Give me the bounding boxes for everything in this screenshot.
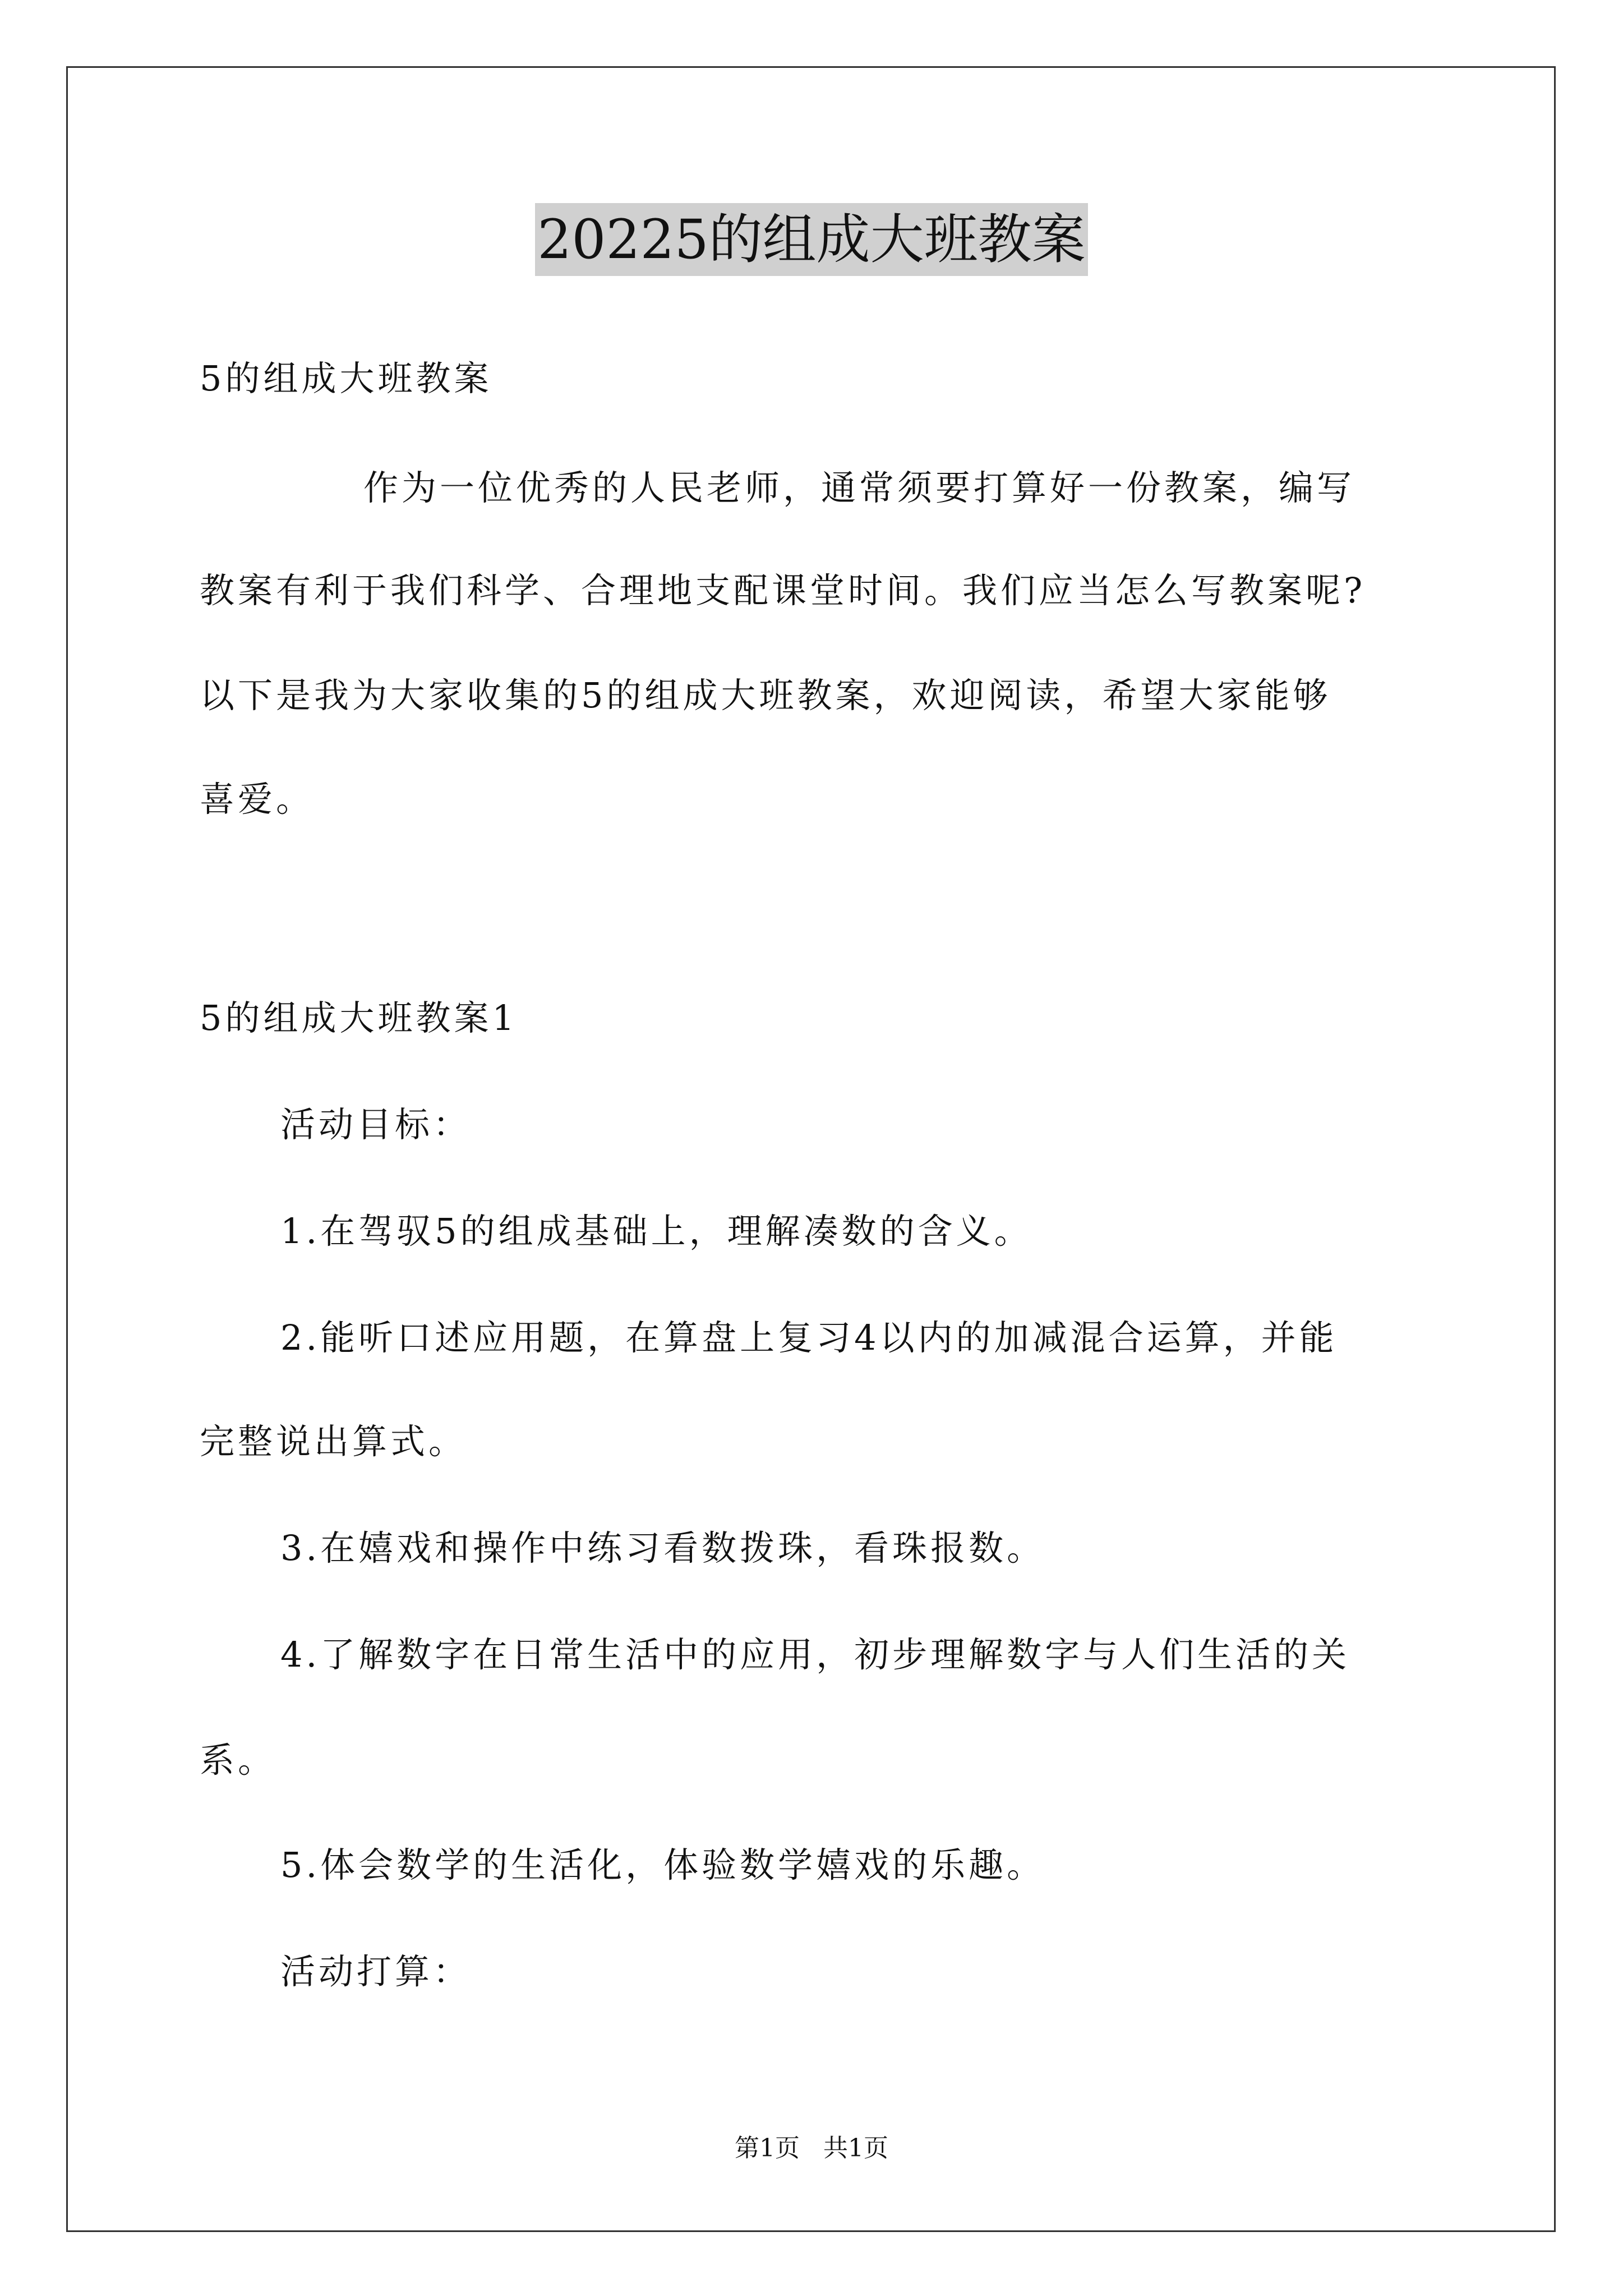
list-item: 5.体会数学的生活化，体验数学嬉戏的乐趣。 — [280, 1844, 1045, 1885]
paragraph-line: 活动目标： — [280, 1104, 472, 1145]
paragraph-line: 喜爱。 — [200, 779, 315, 820]
section-heading: 5的组成大班教案1 — [200, 997, 518, 1038]
page-number: 第1页 — [735, 2134, 800, 2162]
paragraph-line: 作为一位优秀的人民老师，通常须要打算好一份教案，编写 — [363, 467, 1355, 508]
paragraph-line: 活动打算： — [280, 1951, 472, 1992]
list-item: 1.在驾驭5的组成基础上，理解凑数的含义。 — [280, 1211, 1032, 1251]
list-item: 3.在嬉戏和操作中练习看数拨珠，看珠报数。 — [280, 1527, 1045, 1568]
subtitle: 5的组成大班教案 — [200, 358, 492, 399]
page-footer — [0, 2132, 1623, 2165]
title-container — [0, 203, 1623, 276]
list-item: 4.了解数字在日常生活中的应用，初步理解数字与人们生活的关 — [280, 1634, 1350, 1675]
list-item: 2.能听口述应用题，在算盘上复习4以内的加减混合运算，并能 — [280, 1317, 1338, 1358]
list-item-continuation: 系。 — [200, 1740, 276, 1780]
paragraph-line: 以下是我为大家收集的5的组成大班教案，欢迎阅读，希望大家能够 — [200, 675, 1331, 716]
page-total: 共1页 — [823, 2134, 888, 2162]
list-item-continuation: 完整说出算式。 — [200, 1421, 467, 1462]
document-title: 20225的组成大班教案 — [535, 203, 1087, 276]
paragraph-line: 教案有利于我们科学、合理地支配课堂时间。我们应当怎么写教案呢? — [200, 570, 1366, 611]
